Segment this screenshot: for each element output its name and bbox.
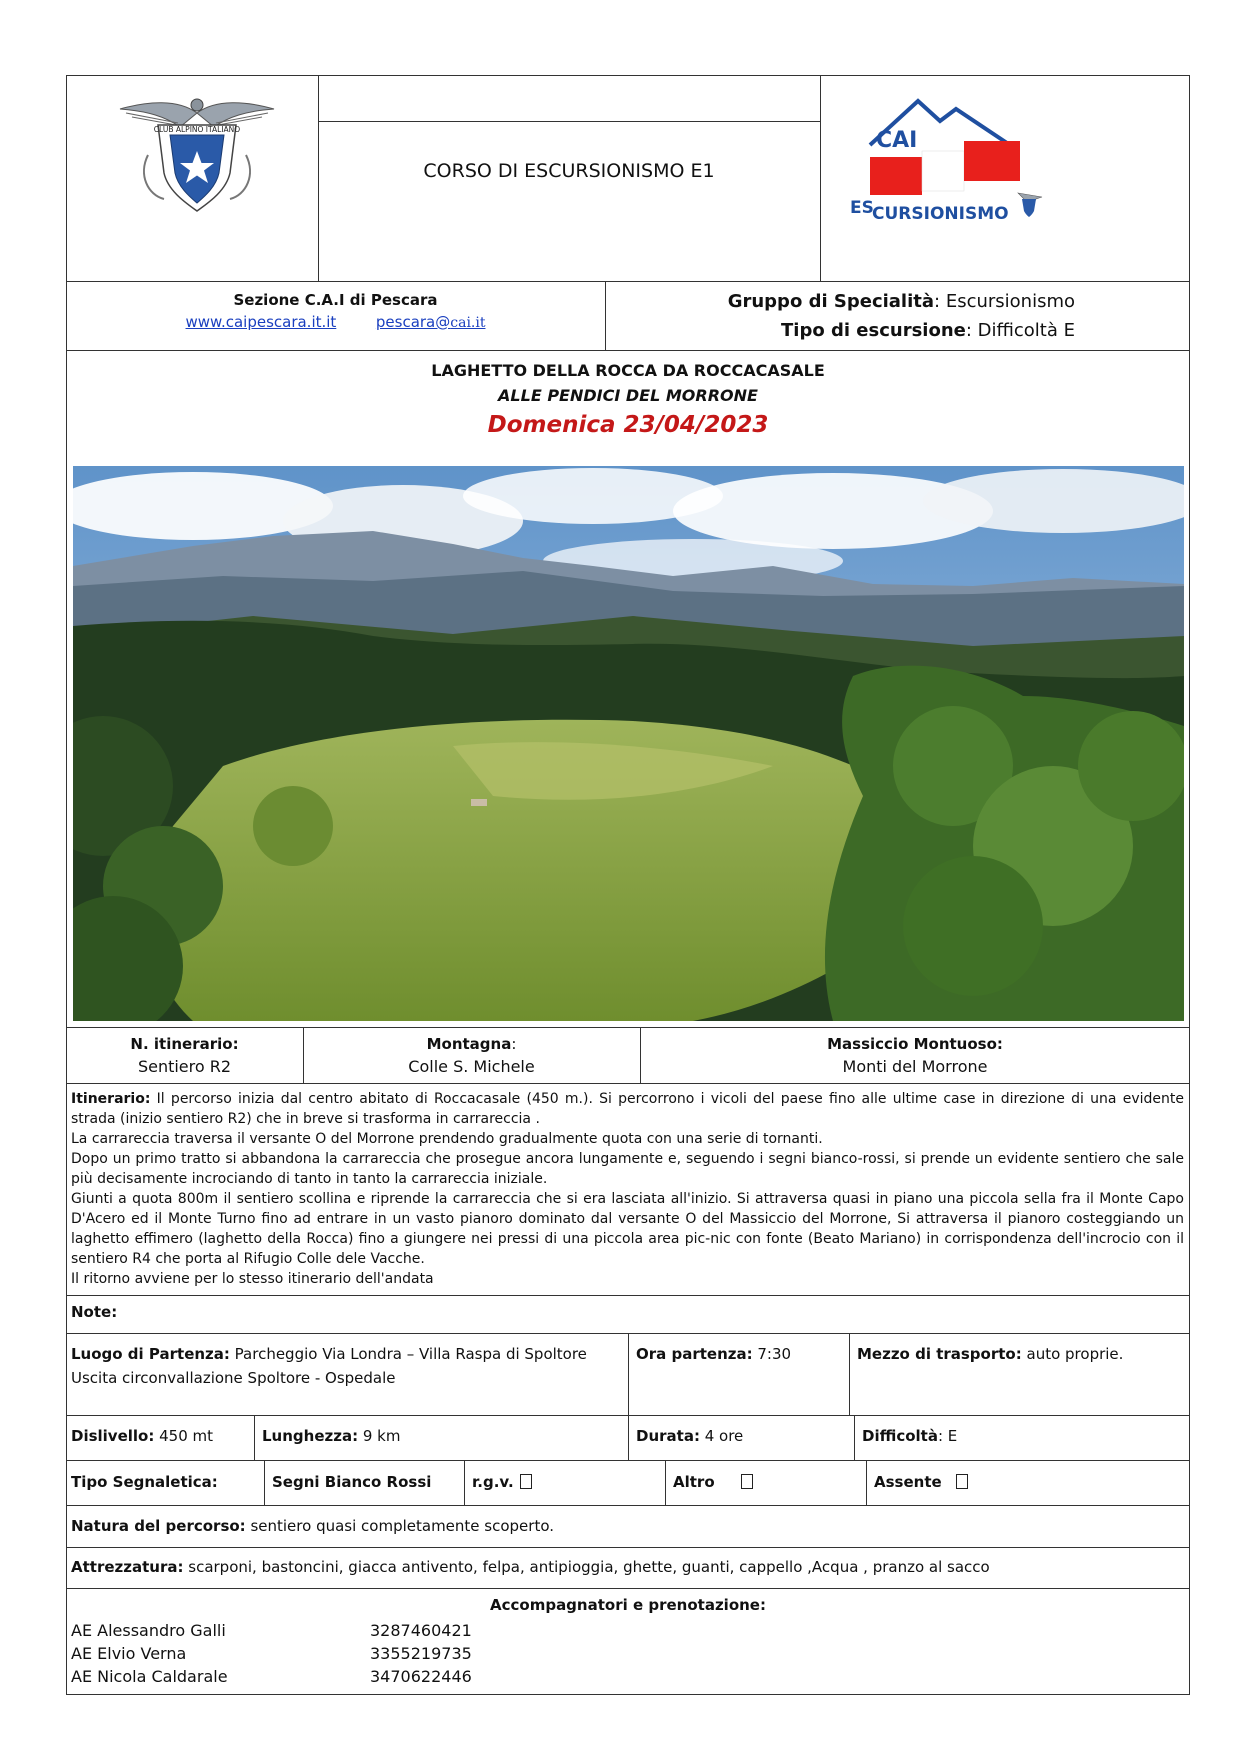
itinerary-number-label: N. itinerario:	[130, 1035, 239, 1053]
massif-value: Monti del Morrone	[842, 1057, 988, 1076]
departure-label: Luogo di Partenza:	[71, 1345, 230, 1363]
assente-label: Assente	[874, 1473, 942, 1491]
website-link[interactable]: www.caipescara.it.it	[185, 313, 337, 331]
departure-value: Parcheggio Via Londra – Villa Raspa di Spoltore	[229, 1345, 587, 1363]
event-title: LAGHETTO DELLA ROCCA DA ROCCACASALE	[431, 361, 825, 380]
type-value: : Difficoltà E	[965, 320, 1075, 341]
mountain-value: Colle S. Michele	[408, 1057, 535, 1076]
event-subtitle: ALLE PENDICI DEL MORRONE	[498, 386, 758, 405]
nature-value: sentiero quasi completamente scoperto.	[245, 1517, 555, 1535]
equipment-value: scarponi, bastoncini, giacca antivento, felpa, antipioggia, ghette, guanti, cappello ,Acqua , pranzo al sacco	[183, 1558, 990, 1576]
signage-label: Tipo Segnaletica:	[71, 1473, 218, 1491]
type-label: Tipo di escursione	[781, 320, 966, 341]
assente-checkbox[interactable]	[956, 1474, 968, 1489]
cai-logo-text: CLUB ALPINO ITALIANO	[153, 125, 241, 134]
guides-title: Accompagnatori e prenotazione:	[490, 1596, 766, 1614]
guide-row	[71, 1642, 472, 1665]
transport-label: Mezzo di trasporto:	[857, 1345, 1022, 1363]
equipment-label: Attrezzatura:	[71, 1558, 184, 1576]
guide-row	[71, 1619, 472, 1642]
difficulty-label: Difficoltà	[862, 1427, 938, 1445]
guide-name: AE Elvio Verna	[71, 1644, 187, 1663]
itinerary-label: Itinerario:	[71, 1091, 151, 1107]
altro-checkbox[interactable]	[741, 1474, 753, 1489]
svg-text:CAI: CAI	[876, 128, 918, 153]
difficulty-value: : E	[937, 1427, 958, 1445]
rgv-label: r.g.v.	[472, 1473, 514, 1491]
nature-label: Natura del percorso:	[71, 1517, 246, 1535]
altro-label: Altro	[673, 1473, 715, 1491]
guide-phone: 3470622446	[370, 1667, 472, 1686]
section-name: Sezione C.A.I di Pescara	[233, 291, 438, 309]
elevation-label: Dislivello:	[71, 1427, 155, 1445]
elevation-value: 450 mt	[154, 1427, 214, 1445]
cai-escursionismo-logo	[840, 95, 1055, 230]
mountain-label: Montagna	[426, 1035, 512, 1053]
guide-name: AE Nicola Caldarale	[71, 1667, 228, 1686]
group-label: Gruppo di Specialità	[727, 291, 935, 312]
course-title: CORSO DI ESCURSIONISMO E1	[423, 160, 715, 182]
guide-phone: 3287460421	[370, 1621, 472, 1640]
departure-time-value: 7:30	[752, 1345, 792, 1363]
svg-text:ES: ES	[850, 198, 874, 218]
guide-row	[71, 1665, 472, 1688]
landscape-photo	[73, 466, 1184, 1021]
event-date: Domenica 23/04/2023	[487, 412, 769, 438]
departure-time-label: Ora partenza:	[636, 1345, 753, 1363]
guides-list	[71, 1619, 472, 1688]
itinerary-description: Itinerario: Il percorso inizia dal centro abitato di Roccacasale (450 m.). Si percorrono i vicoli del paese fino alle ultime case in direzione di una evidente strada (inizio sentiero R2) che in breve si trasforma in carrareccia . La carrareccia traversa il versante O del Morrone prendendo gradualmente quota con una serie di tornanti. Dopo un primo tratto si abbandona la carrareccia che prosegue ancora lungamente e, seguendo i segni bianco-rossi, si prende un evidente sentiero che sale più decisamente incrociando di tanto in tanto la carrareccia iniziale. Giunti a quota 800m il sentiero scollina e riprende la carrareccia che si era lasciata all'inizio. Si attraversa quasi in piano una piccola sella fra il Monte Capo D'Acero ed il Monte Turno fino ad entrare in un vasto pianoro dominato dal versante O del Massiccio del Morrone, Si attraversa il pianoro costeggiando un laghetto effimero (laghetto della Rocca) fino a giungere nei pressi di una piccola area pic-nic con fonte (Beato Mariano) in corrispondenza dell'incrocio con il sentiero R4 che porta al Rifugio Colle dele Vacche. Il ritorno avviene per lo stesso itinerario dell'andata	[71, 1091, 1184, 1287]
cai-club-logo	[118, 95, 276, 217]
massif-label: Massiccio Montuoso:	[827, 1035, 1003, 1053]
notes-label: Note:	[71, 1303, 118, 1321]
svg-text:CURSIONISMO: CURSIONISMO	[872, 204, 1009, 224]
guide-name: AE Alessandro Galli	[71, 1621, 226, 1640]
signage-value: Segni Bianco Rossi	[272, 1473, 432, 1491]
duration-label: Durata:	[636, 1427, 700, 1445]
rgv-checkbox[interactable]	[520, 1474, 532, 1489]
length-label: Lunghezza:	[262, 1427, 359, 1445]
length-value: 9 km	[358, 1427, 401, 1445]
group-value: : Escursionismo	[934, 291, 1075, 312]
transport-value: auto proprie.	[1021, 1345, 1124, 1363]
email-link[interactable]: pescara@cai.it	[375, 313, 486, 331]
guide-phone: 3355219735	[370, 1644, 472, 1663]
itinerary-number-value: Sentiero R2	[137, 1057, 232, 1076]
departure-line2: Uscita circonvallazione Spoltore - Ospedale	[71, 1369, 396, 1387]
duration-value: 4 ore	[699, 1427, 744, 1445]
